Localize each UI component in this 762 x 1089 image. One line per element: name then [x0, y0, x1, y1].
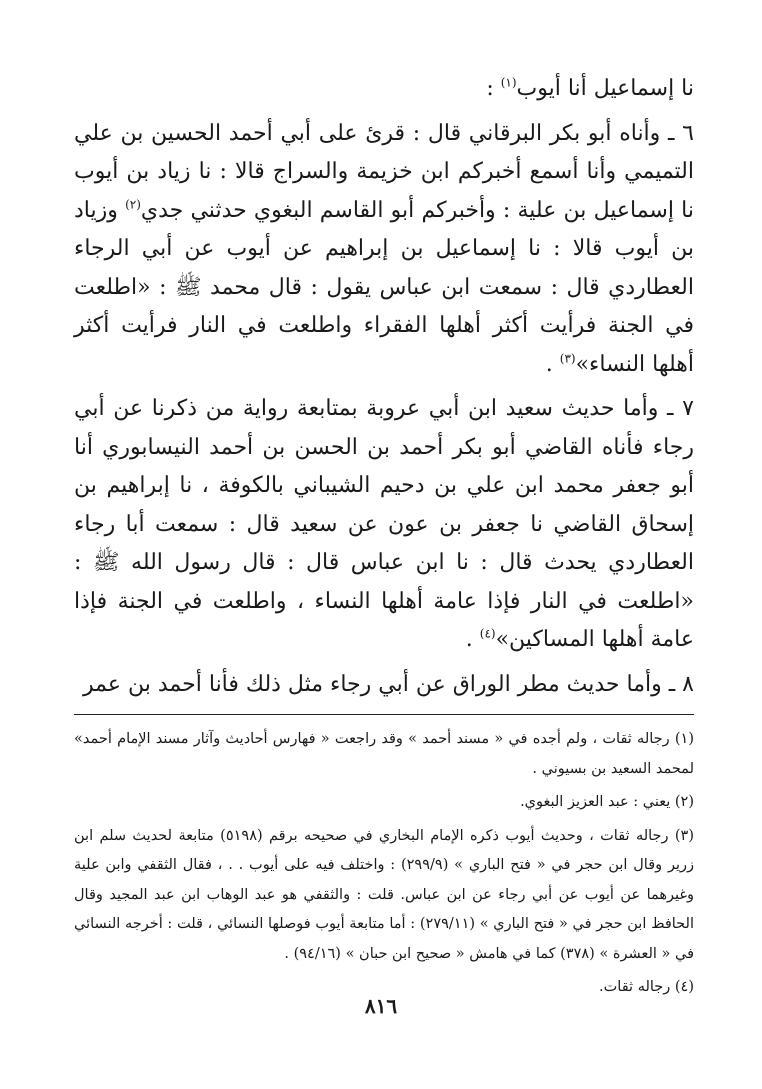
paragraph-6-part-b: وزياد بن أيوب قالا : نا إسماعيل بن إبراهيم عن أيوب عن أبي الرجاء العطاردي قال : سمعت ابن عباس يقول : قال محمد ﷺ : «اطلعت في الجنة فرأيت أكثر أهلها الفقراء واطلعت في النار فرأيت أكثر أهلها النساء»	[74, 197, 694, 377]
footnote-ref-4[interactable]: (٤)	[479, 626, 496, 641]
paragraph-8-text: ٨ ـ وأما حديث مطر الوراق عن أبي رجاء مثل ذلك فأنا أحمد بن عمر	[83, 671, 694, 697]
footnote-2: (٢) يعني : عبد العزيز البغوي.	[520, 794, 694, 810]
footnote-1: (١) رجاله ثقات ، ولم أجده في « مسند أحمد » وقد راجعت « فهارس أحاديث وآثار مسند الإمام أحمد» لمحمد السعيد بن بسيوني .	[74, 731, 694, 777]
paragraph-6-part-a: ٦ ـ وأناه أبو بكر البرقاني قال : قرئ على أبي أحمد الحسين بن علي التميمي وأنا أسمع أخبركم ابن خزيمة والسراج قالا : نا زياد بن أيوب نا إسماعيل بن علية : وأخبركم أبو القاسم البغوي حدثني جدي	[74, 120, 694, 223]
footnotes	[74, 725, 694, 1003]
intro-tail: :	[486, 76, 501, 101]
paragraph-7	[74, 390, 694, 660]
page-number: ٨١٦	[364, 994, 398, 1018]
footnote-ref-1[interactable]: (١)	[500, 75, 517, 90]
intro-text: نا إسماعيل أنا أيوب	[516, 76, 694, 101]
footnote-3: (٣) رجاله ثقات ، وحديث أيوب ذكره الإمام البخاري في صحيحه برقم (٥١٩٨) متابعة لحديث سلم ابن زرير وقال ابن حجر في « فتح الباري » (٢٩٩/٩) : واختلف فيه على أيوب . . ، فقال الثقفي وابن علية وغيرهما عن أيوب عن أبي رجاء عن ابن عباس. قلت : والثقفي هو عبد الوهاب ابن عبد المجيد وقال الحافظ ابن حجر في « فتح الباري » (٢٧٩/١١) : أما متابعة أيوب فوصلها النسائي ، قلت : أخرجه النسائي في « العشرة » (٣٧٨) كما في هامش « صحيح ابن حبان » (٩٤/١٦) .	[74, 827, 695, 962]
footnote-divider	[74, 714, 694, 715]
paragraph-8	[74, 666, 694, 705]
paragraph-intro	[74, 70, 694, 109]
main-text	[74, 70, 694, 704]
paragraph-7-part-a: ٧ ـ وأما حديث سعيد ابن أبي عروبة بمتابعة رواية من ذكرنا عن أبي رجاء فأناه القاضي أبو بكر أحمد بن الحسن بن أحمد النيسابوري أنا أبو جعفر محمد ابن علي بن دحيم الشيباني بالكوفة ، نا إبراهيم بن إسحاق القاضي نا جعفر بن عون عن سعيد قال : سمعت أبا رجاء العطاردي يحدث قال : نا ابن عباس قال : قال رسول الله ﷺ : «اطلعت في النار فإذا عامة أهلها النساء ، واطلعت في الجنة فإذا عامة أهلها المساكين»	[74, 396, 694, 652]
paragraph-7-tail: .	[465, 627, 480, 652]
footnote-4: (٤) رجاله ثقات.	[599, 979, 694, 995]
page-body	[74, 70, 694, 1007]
footnote-ref-3[interactable]: (٣)	[559, 351, 576, 366]
footnote-ref-2[interactable]: (٢)	[125, 197, 141, 212]
paragraph-6	[74, 115, 694, 385]
paragraph-6-tail: .	[545, 351, 560, 377]
